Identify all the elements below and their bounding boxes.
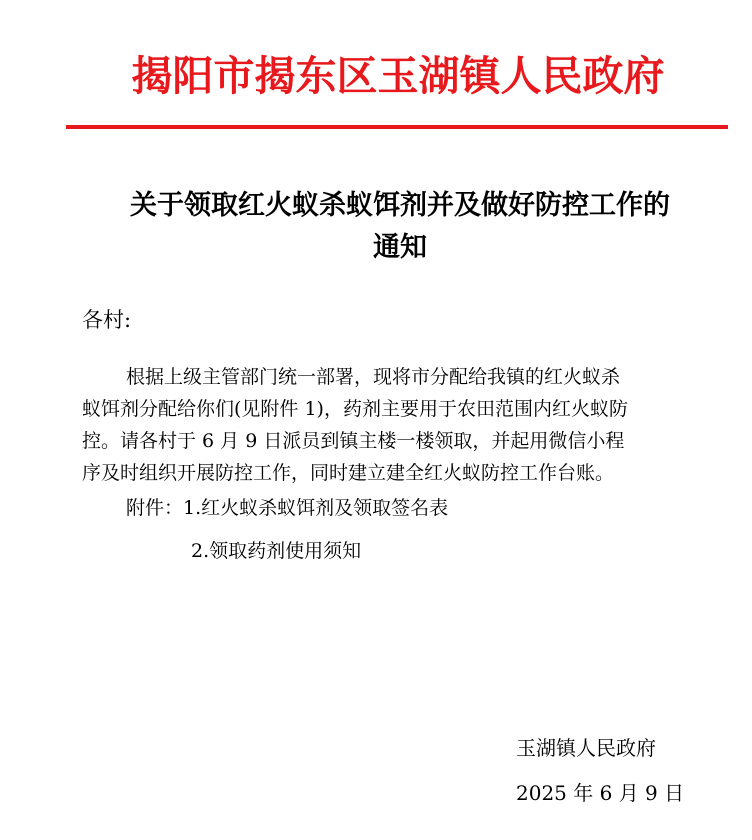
notice-title-line-2: 通知 <box>373 232 427 263</box>
signature-org: 玉湖镇人民政府 <box>516 736 656 760</box>
body-line-1: 根据上级主管部门统一部署，现将市分配给我镇的红火蚁杀 <box>126 366 621 388</box>
body-line-3: 控。请各村于 6 月 9 日派员到镇主楼一楼领取，并起用微信小程 <box>82 430 625 452</box>
body-line-4: 序及时组织开展防控工作，同时建立建全红火蚁防控工作台账。 <box>82 462 615 484</box>
salutation: 各村: <box>82 308 132 332</box>
notice-title <box>60 185 740 269</box>
notice-title-line-1: 关于领取红火蚁杀蚁饵剂并及做好防控工作的 <box>130 190 670 221</box>
signature-date: 2025 年 6 月 9 日 <box>516 781 685 805</box>
body-line-2: 蚁饵剂分配给你们(见附件 1)，药剂主要用于农田范围内红火蚁防 <box>82 398 628 420</box>
masthead-org-name: 揭阳市揭东区玉湖镇人民政府 <box>131 52 665 100</box>
attachment-2: 2.领取药剂使用须知 <box>191 540 362 562</box>
masthead-red-rule <box>66 125 728 129</box>
body-paragraph <box>82 361 730 489</box>
attachment-1: 附件：1.红火蚁杀蚁饵剂及领取签名表 <box>126 497 449 519</box>
